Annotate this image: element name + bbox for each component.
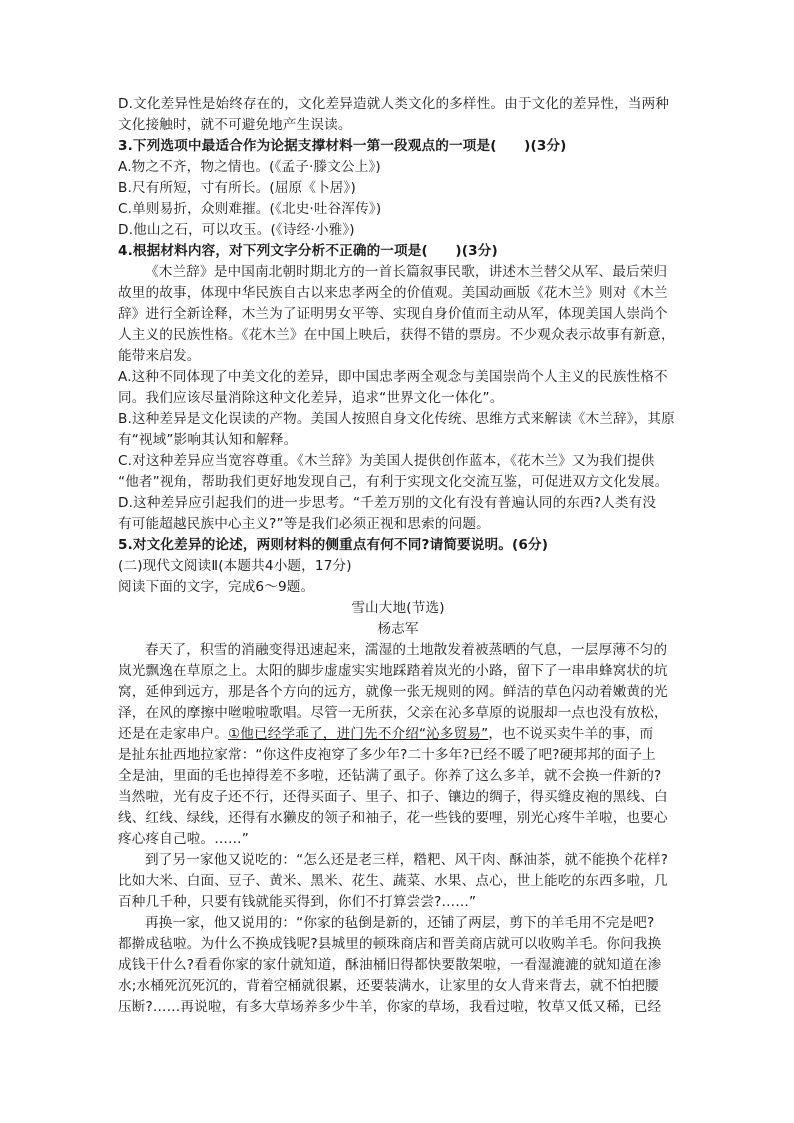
text-line: D.他山之石，可以攻玉。(《诗经·小雅》) xyxy=(118,222,355,238)
line-suffix: ，也不说买卖牛羊的事，而 xyxy=(488,726,654,742)
text-line: 压断?……再说啦，有多大草场养多少牛羊，你家的草场，我看过啦，牧草又低又稀，已经 xyxy=(118,999,662,1015)
text-block-lower xyxy=(118,745,678,1018)
text-line: “他者”视角，帮助我们更好地发现自己，有利于实现文化交流互鉴，可促进双方文化发展。 xyxy=(118,474,669,490)
text-line: 泽，在风的摩擦中咝啦啦歌唱。尽管一无所获，父亲在沁多草原的说服却一点也没有放松， xyxy=(118,705,668,721)
text-line: 水;水桶死沉死沉的，背着空桶就很累，还要装满水，让家里的女人背来背去，就不怕把腰 xyxy=(118,978,659,994)
text-line: 岚光飘逸在草原之上。太阳的脚步虚虚实实地踩踏着岚光的小路，留下了一串串蜂窝状的坑 xyxy=(118,663,668,679)
text-line: 比如大米、白面、豆子、黄米、黑米、花生、蔬菜、水果、点心，世上能吃的东西多啦，几 xyxy=(118,873,668,889)
text-line: 《木兰辞》是中国南北朝时期北方的一首长篇叙事民歌，讲述木兰替父从军、最后荣归 xyxy=(145,264,668,280)
text-line: 3.下列选项中最适合作为论据支撑材料一第一段观点的一项是( )(3分) xyxy=(118,138,567,154)
text-line: D.文化差异性是始终存在的，文化差异造就人类文化的多样性。由于文化的差异性，当两种 xyxy=(118,96,670,112)
line-prefix: 还是在走家串户。 xyxy=(118,726,228,742)
text-line: 故里的故事，体现中华民族自古以来忠孝两全的价值观。美国动画版《花木兰》则对《木兰 xyxy=(118,285,668,301)
text-line: 都擀成毡啦。为什么不换成钱呢?县城里的顿珠商店和晋美商店就可以收购羊毛。你问我换 xyxy=(118,936,662,952)
underlined-sentence-line xyxy=(118,724,678,745)
text-block-upper xyxy=(118,94,678,724)
document-page xyxy=(118,94,678,1018)
text-line: B.这种差异是文化误读的产物。美国人按照自身文化传统、思维方式来解读《木兰辞》，其原 xyxy=(118,411,675,427)
text-line: 再换一家，他又说用的：“你家的毡倒是新的，还铺了两层，剪下的羊毛用不完是吧? xyxy=(145,915,655,931)
text-line: 线、红线、绿线，还得有水獭皮的领子和袖子，花一些钱的要哩，别光心疼牛羊啦，也要心 xyxy=(118,810,668,826)
text-line: 有“视域”影响其认知和解释。 xyxy=(118,432,298,448)
text-line: (二)现代文阅读Ⅱ(本题共4小题，17分) xyxy=(118,558,352,574)
text-line: 人主义的民族性格。《花木兰》在中国上映后，获得不错的票房。不少观众表示故事有新意， xyxy=(118,327,675,343)
text-line: 百种几千种，只要有钱就能买得到，你们不打算尝尝?……” xyxy=(118,894,477,910)
text-line: B.尺有所短，寸有所长。(屈原《卜居》) xyxy=(118,180,356,196)
text-line: 疼心疼自己啦。……” xyxy=(118,831,249,847)
text-line: C.对这种差异应当宽容尊重。《木兰辞》为美国人提供创作蓝本，《花木兰》又为我们提供 xyxy=(118,453,655,469)
text-line: C.单则易折，众则难摧。(《北史·吐谷浑传》) xyxy=(118,201,382,217)
text-line: 能带来启发。 xyxy=(118,348,201,364)
text-line: 是扯东扯西地拉家常：“你这件皮袍穿了多少年?二十多年?已经不暖了吧?硬邦邦的面子上 xyxy=(118,747,656,763)
text-line: 辞》进行全新诠释，木兰为了证明男女平等、实现自身价值而主动从军，体现美国人崇尚个 xyxy=(118,306,668,322)
text-line: D.这种差异应引起我们的进一步思考。“千差万别的文化有没有普遍认同的东西?人类有没 xyxy=(118,495,657,511)
text-line: 窝，延伸到远方，那是各个方向的远方，就像一张无规则的网。鲜洁的草色闪动着嫩黄的光 xyxy=(118,684,668,700)
text-line: 同。我们应该尽量消除这种文化差异，追求“世界文化一体化”。 xyxy=(118,390,504,406)
text-line: 5.对文化差异的论述，两则材料的侧重点有何不同?请简要说明。(6分) xyxy=(118,537,549,553)
text-line: 到了另一家他又说吃的：“怎么还是老三样，糌粑、风干肉、酥油茶，就不能换个花样? xyxy=(145,852,669,868)
text-line: 4.根据材料内容，对下列文字分析不正确的一项是( )(3分) xyxy=(118,243,498,259)
underlined-sentence: ①他已经学乖了，进门先不介绍“沁多贸易” xyxy=(227,726,489,742)
text-line: 杨志军 xyxy=(377,621,419,637)
text-line: 当然啦，光有皮子还不行，还得买面子、里子、扣子、镶边的绸子，得买缝皮袍的黑线、白 xyxy=(118,789,668,805)
text-line: A.物之不齐，物之情也。(《孟子·滕文公上》) xyxy=(118,159,381,175)
text-line: 文化接触时，就不可避免地产生误读。 xyxy=(118,117,352,133)
text-line: 成钱干什么?看看你家的家什就知道，酥油桶旧得都快要散架啦，一看湿漉漉的就知道在渗 xyxy=(118,957,662,973)
text-line: 春天了，积雪的消融变得迅速起来，濡湿的土地散发着被蒸晒的气息，一层厚薄不匀的 xyxy=(145,642,668,658)
text-line: 阅读下面的文字，完成6～9题。 xyxy=(118,579,315,595)
text-line: A.这种不同体现了中美文化的差异，即中国忠孝两全观念与美国崇尚个人主义的民族性格不 xyxy=(118,369,668,385)
text-line: 有可能超越民族中心主义?”等是我们必须正视和思索的问题。 xyxy=(118,516,490,532)
text-line: 全是油，里面的毛也掉得差不多啦，还钻满了虱子。你养了这么多羊，就不会换一件新的? xyxy=(118,768,662,784)
text-line: 雪山大地(节选) xyxy=(351,600,445,616)
